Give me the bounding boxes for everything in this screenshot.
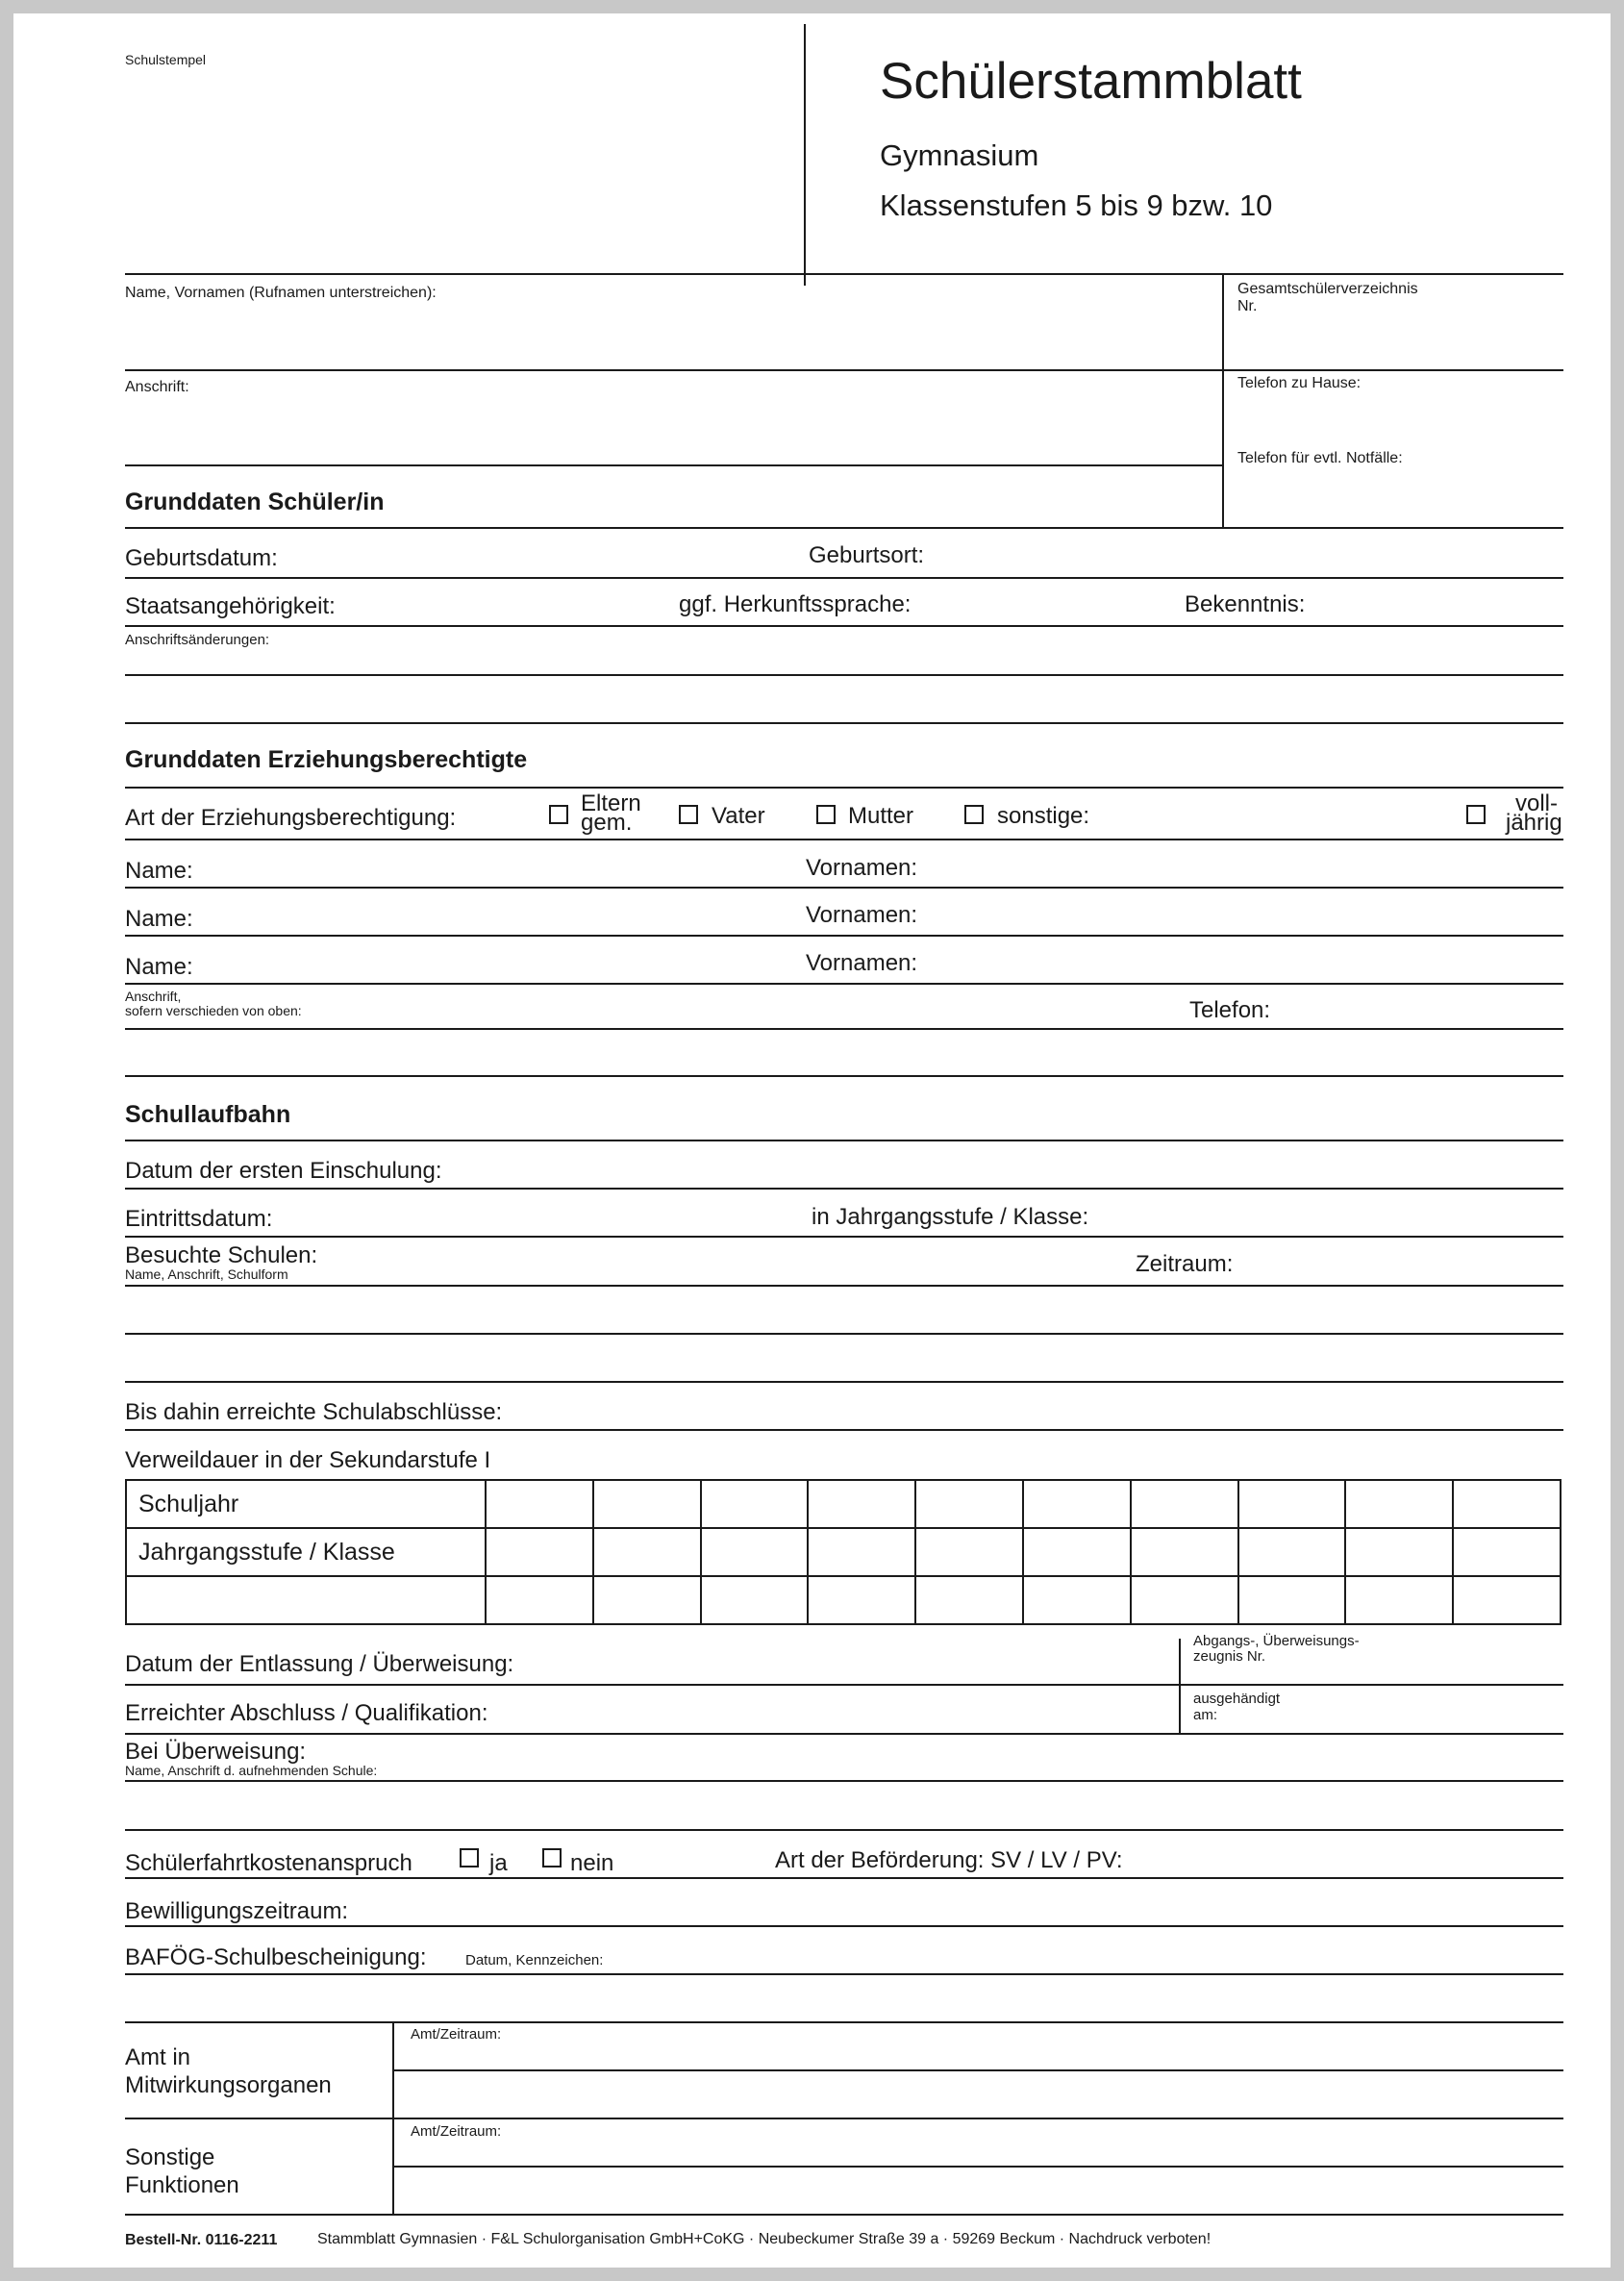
table-cell[interactable]	[486, 1528, 593, 1576]
period-label[interactable]: Zeitraum:	[1136, 1251, 1234, 1277]
option-parents-label-1: Eltern	[581, 790, 641, 816]
rule	[125, 1028, 1563, 1030]
duration-table	[125, 1479, 1562, 1625]
table-cell[interactable]	[1238, 1480, 1346, 1528]
first-enrollment-label[interactable]: Datum der ersten Einschulung:	[125, 1158, 442, 1184]
certificate-label-1: Abgangs-, Überweisungs-	[1193, 1633, 1360, 1649]
option-adult-label-2: jährig	[1506, 810, 1562, 836]
rule	[394, 2166, 1563, 2168]
rule	[125, 273, 1563, 275]
guardianship-type-label: Art der Erziehungsberechtigung:	[125, 805, 457, 831]
nationality-label[interactable]: Staatsangehörigkeit:	[125, 593, 336, 619]
checkbox-fare-no[interactable]	[542, 1848, 562, 1867]
career-heading: Schullaufbahn	[125, 1101, 291, 1128]
table-cell[interactable]	[1238, 1576, 1346, 1624]
form-title: Schülerstammblatt	[880, 53, 1302, 110]
rule	[125, 1333, 1563, 1335]
certificate-label-2[interactable]: zeugnis Nr.	[1193, 1648, 1266, 1665]
qualification-label[interactable]: Erreichter Abschluss / Qualifikation:	[125, 1700, 488, 1726]
office-label-1: Amt in	[125, 2044, 191, 2070]
rule	[125, 935, 1563, 937]
transfer-sublabel: Name, Anschrift d. aufnehmenden Schule:	[125, 1763, 378, 1778]
table-cell[interactable]	[1453, 1528, 1561, 1576]
rule	[125, 1140, 1563, 1141]
fare-claim-label: Schülerfahrtkostenanspruch	[125, 1850, 412, 1876]
checkbox-fare-yes[interactable]	[460, 1848, 479, 1867]
guardian-1-name-label[interactable]: Name:	[125, 858, 193, 884]
fare-yes-label: ja	[489, 1850, 508, 1876]
table-cell[interactable]	[1023, 1576, 1131, 1624]
rule	[125, 887, 1563, 889]
guardian-1-first-names-label[interactable]: Vornamen:	[806, 855, 918, 881]
table-row	[126, 1480, 1561, 1528]
bafoeg-label[interactable]: BAFÖG-Schulbescheinigung:	[125, 1944, 427, 1970]
rule	[125, 1829, 1563, 1831]
option-adult-label-1: voll-	[1515, 790, 1559, 816]
handed-label-1: ausgehändigt	[1193, 1691, 1281, 1707]
birthplace-label[interactable]: Geburtsort:	[809, 542, 925, 568]
rule	[125, 787, 1563, 789]
rule	[125, 527, 1563, 529]
top-right-divider	[1222, 273, 1224, 529]
rule	[125, 1285, 1563, 1287]
row-label-school-year: Schuljahr	[126, 1480, 486, 1528]
religion-label[interactable]: Bekenntnis:	[1185, 591, 1306, 617]
register-label: Gesamtschülerverzeichnis	[1237, 281, 1418, 297]
table-cell[interactable]	[486, 1480, 593, 1528]
table-cell[interactable]	[1345, 1576, 1453, 1624]
checkbox-father[interactable]	[679, 805, 698, 824]
degrees-label[interactable]: Bis dahin erreichte Schulabschlüsse:	[125, 1399, 503, 1425]
table-cell[interactable]	[808, 1480, 915, 1528]
address-label[interactable]: Anschrift:	[125, 379, 189, 395]
table-cell[interactable]	[593, 1480, 701, 1528]
table-cell[interactable]	[1131, 1576, 1238, 1624]
birthdate-label[interactable]: Geburtsdatum:	[125, 545, 278, 571]
office-period-label[interactable]: Amt/Zeitraum:	[411, 2026, 502, 2043]
rule	[125, 2118, 1563, 2119]
transfer-label[interactable]: Bei Überweisung:	[125, 1739, 307, 1765]
table-cell[interactable]	[915, 1528, 1023, 1576]
guardian-3-name-label[interactable]: Name:	[125, 954, 193, 980]
rule	[125, 1381, 1563, 1383]
table-row	[126, 1528, 1561, 1576]
rule	[125, 839, 1563, 840]
entry-date-label[interactable]: Eintrittsdatum:	[125, 1206, 273, 1232]
table-cell[interactable]	[1345, 1480, 1453, 1528]
certificate-divider	[1179, 1639, 1181, 1733]
table-cell[interactable]	[701, 1528, 809, 1576]
table-cell[interactable]	[701, 1480, 809, 1528]
guardian-address-label-1: Anschrift,	[125, 989, 182, 1004]
table-cell[interactable]	[808, 1576, 915, 1624]
rule	[125, 722, 1563, 724]
option-other-label: sonstige:	[997, 803, 1090, 829]
form-subtitle-grades: Klassenstufen 5 bis 9 bzw. 10	[880, 188, 1273, 222]
guardian-3-first-names-label[interactable]: Vornamen:	[806, 950, 918, 976]
rule	[394, 2069, 1563, 2071]
guardians-heading: Grunddaten Erziehungsberechtigte	[125, 746, 528, 773]
rule	[125, 1429, 1563, 1431]
student-data-heading: Grunddaten Schüler/in	[125, 489, 385, 515]
origin-language-label[interactable]: ggf. Herkunftssprache:	[679, 591, 912, 617]
row-label-grade-class: Jahrgangsstufe / Klasse	[126, 1528, 486, 1576]
rule	[125, 2021, 1563, 2023]
table-cell[interactable]	[1131, 1480, 1238, 1528]
checkbox-parents-joint[interactable]	[549, 805, 568, 824]
table-cell[interactable]	[915, 1576, 1023, 1624]
table-cell[interactable]	[1238, 1528, 1346, 1576]
other-period-label[interactable]: Amt/Zeitraum:	[411, 2123, 502, 2140]
rule	[125, 1236, 1563, 1238]
rule	[125, 1733, 1563, 1735]
guardian-2-first-names-label[interactable]: Vornamen:	[806, 902, 918, 928]
rule	[125, 1188, 1563, 1190]
schools-sublabel: Name, Anschrift, Schulform	[125, 1266, 288, 1282]
checkbox-adult[interactable]	[1466, 805, 1486, 824]
option-mother-label: Mutter	[848, 803, 914, 829]
row-label-empty[interactable]	[126, 1576, 486, 1624]
duration-label: Verweildauer in der Sekundarstufe I	[125, 1447, 491, 1473]
header-divider	[804, 24, 806, 286]
rule	[125, 1877, 1563, 1879]
table-cell[interactable]	[1023, 1480, 1131, 1528]
order-number: Bestell-Nr. 0116-2211	[125, 2232, 278, 2248]
rule	[125, 464, 1223, 466]
table-cell[interactable]	[1023, 1528, 1131, 1576]
rule	[125, 1684, 1563, 1686]
table-row	[126, 1576, 1561, 1624]
table-cell[interactable]	[593, 1576, 701, 1624]
option-father-label: Vater	[712, 803, 765, 829]
option-parents-label-2: gem.	[581, 810, 633, 836]
office-label-2: Mitwirkungsorganen	[125, 2072, 332, 2098]
guardian-phone-label[interactable]: Telefon:	[1189, 997, 1271, 1023]
transport-type-label[interactable]: Art der Beförderung: SV / LV / PV:	[775, 1847, 1123, 1873]
checkbox-mother[interactable]	[816, 805, 836, 824]
rule	[125, 2214, 1563, 2216]
guardian-2-name-label[interactable]: Name:	[125, 906, 193, 932]
form-subtitle-school: Gymnasium	[880, 138, 1039, 172]
table-cell[interactable]	[1453, 1576, 1561, 1624]
table-cell[interactable]	[1453, 1480, 1561, 1528]
address-changes-label[interactable]: Anschriftsänderungen:	[125, 632, 270, 648]
rule	[125, 369, 1563, 371]
approval-period-label[interactable]: Bewilligungszeitraum:	[125, 1898, 349, 1924]
rule	[125, 983, 1563, 985]
rule	[125, 1973, 1563, 1975]
table-cell[interactable]	[593, 1528, 701, 1576]
publisher-line: Stammblatt Gymnasien · F&L Schulorganisation GmbH+CoKG · Neubeckumer Straße 39 a · 59269 Beckum · Nachdruck verboten!	[317, 2231, 1212, 2247]
table-cell[interactable]	[1131, 1528, 1238, 1576]
phone-emergency-label[interactable]: Telefon für evtl. Notfälle:	[1237, 450, 1403, 466]
rule	[125, 1925, 1563, 1927]
guardian-address-label-2[interactable]: sofern verschieden von oben:	[125, 1003, 302, 1018]
phone-home-label[interactable]: Telefon zu Hause:	[1237, 375, 1362, 391]
checkbox-other[interactable]	[964, 805, 984, 824]
other-functions-label-2: Funktionen	[125, 2172, 239, 2198]
school-stamp-label: Schulstempel	[125, 52, 207, 67]
table-cell[interactable]	[808, 1528, 915, 1576]
bafoeg-sublabel: Datum, Kennzeichen:	[465, 1952, 604, 1968]
entry-grade-label[interactable]: in Jahrgangsstufe / Klasse:	[812, 1204, 1089, 1230]
table-cell[interactable]	[701, 1576, 809, 1624]
schools-label[interactable]: Besuchte Schulen:	[125, 1242, 318, 1268]
rule	[125, 577, 1563, 579]
rule	[125, 1780, 1563, 1782]
name-label[interactable]: Name, Vornamen (Rufnamen unterstreichen):	[125, 285, 437, 301]
fare-no-label: nein	[570, 1850, 614, 1876]
register-no-label[interactable]: Nr.	[1237, 298, 1258, 314]
handed-label-2[interactable]: am:	[1193, 1707, 1218, 1723]
form-page	[13, 13, 1611, 2268]
table-cell[interactable]	[915, 1480, 1023, 1528]
rule	[125, 674, 1563, 676]
rule	[125, 625, 1563, 627]
table-cell[interactable]	[1345, 1528, 1453, 1576]
table-cell[interactable]	[486, 1576, 593, 1624]
rule	[125, 1075, 1563, 1077]
discharge-label[interactable]: Datum der Entlassung / Überweisung:	[125, 1651, 514, 1677]
other-functions-label-1: Sonstige	[125, 2144, 215, 2170]
